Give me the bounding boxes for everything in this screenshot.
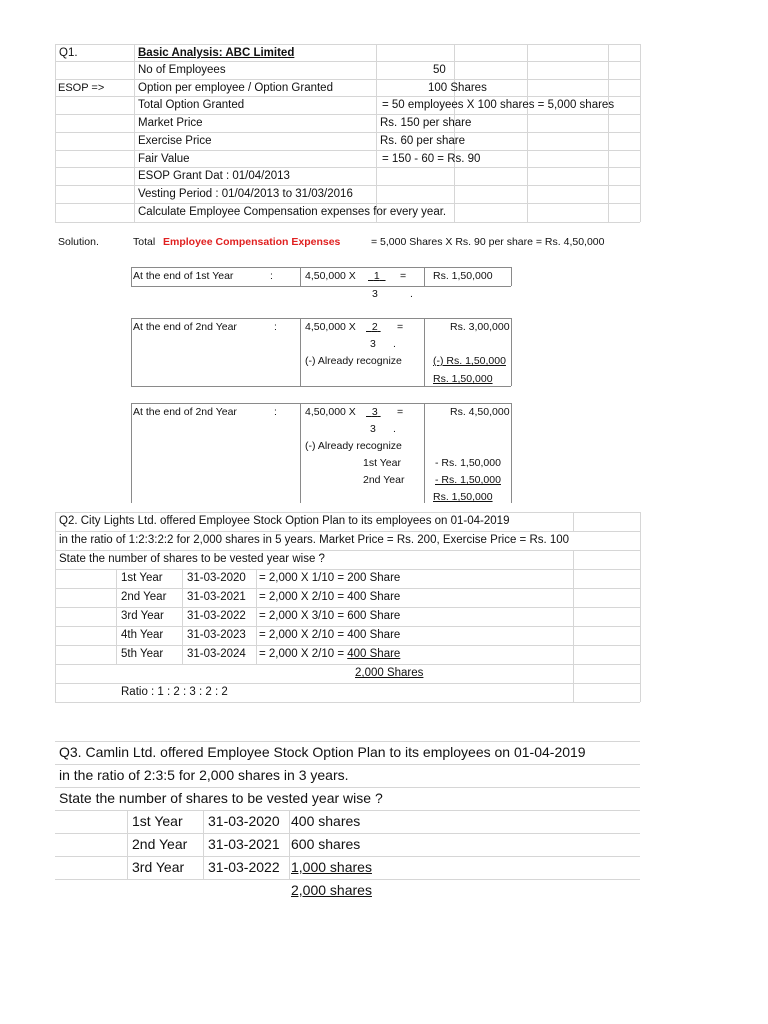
- q2-line3: State the number of shares to be vested year wise ?: [59, 553, 325, 565]
- q1-row-label: Option per employee / Option Granted: [138, 82, 333, 94]
- q2-ratio: Ratio : 1 : 2 : 3 : 2 : 2: [121, 686, 228, 698]
- year2-result: Rs. 3,00,000: [450, 321, 510, 333]
- q2-row-date: 31-03-2020: [187, 572, 246, 584]
- year3-less-label: (-) Already recognize: [305, 440, 402, 452]
- year3-result: Rs. 4,50,000: [450, 406, 510, 418]
- year2-num: [366, 322, 381, 333]
- year3-y2-value: - Rs. 1,50,000: [435, 474, 501, 486]
- q1-row-value: 50: [433, 64, 446, 76]
- year2-num-value: 2: [371, 321, 378, 333]
- year2-calc: 4,50,000 X: [305, 321, 356, 333]
- year1-eq: =: [400, 270, 407, 282]
- q3-row-date: 31-03-2022: [208, 859, 280, 875]
- q2-row-year: 4th Year: [121, 629, 164, 641]
- year3-y1-value: - Rs. 1,50,000: [435, 457, 501, 469]
- q1-title: Basic Analysis: ABC Limited: [138, 47, 295, 59]
- q2-row-calc: [259, 649, 400, 661]
- year2-eq: =: [397, 321, 404, 333]
- year1-colon: :: [270, 270, 273, 282]
- year3-dot: .: [393, 423, 396, 435]
- q2-row-date: 31-03-2024: [187, 648, 246, 660]
- solution-label: Solution.: [58, 236, 99, 248]
- total-value: = 5,000 Shares X Rs. 90 per share = Rs. 4,50,000: [371, 236, 605, 248]
- q2-row-year: 1st Year: [121, 572, 163, 584]
- year3-num-value: 3: [371, 406, 378, 418]
- q3-line1: Q3. Camlin Ltd. offered Employee Stock Option Plan to its employees on 01-04-2019: [59, 744, 586, 760]
- year3-calc: 4,50,000 X: [305, 406, 356, 418]
- q2-line2: in the ratio of 1:2:3:2:2 for 2,000 shares in 5 years. Market Price = Rs. 200, Exercise Price = Rs. 100: [59, 534, 570, 546]
- year2-less-value: (-) Rs. 1,50,000: [433, 355, 506, 367]
- q2-row-calc: = 2,000 X 2/10 = 400 Share: [259, 591, 401, 603]
- q2-row-date: 31-03-2023: [187, 629, 246, 641]
- q3-row-date: 31-03-2021: [208, 836, 280, 852]
- q2-total: 2,000 Shares: [355, 667, 424, 679]
- vesting-period: Vesting Period : 01/04/2013 to 31/03/2016: [138, 188, 353, 200]
- q1-row-label: Fair Value: [138, 153, 190, 165]
- q1-row-value: = 50 employees X 100 shares = 5,000 shares: [382, 99, 615, 111]
- year2-label: At the end of 2nd Year: [133, 321, 237, 333]
- q2-row-calc-underlined: 400 Share: [347, 648, 401, 660]
- q2-row-calc: = 2,000 X 2/10 = 400 Share: [259, 629, 401, 641]
- year2-den: 3: [370, 338, 376, 350]
- year1-num: [368, 271, 386, 282]
- q3-total: 2,000 shares: [291, 882, 372, 898]
- year1-result: Rs. 1,50,000: [433, 270, 493, 282]
- q1-row-label: No of Employees: [138, 64, 226, 76]
- q1-row-value: 100 Shares: [428, 82, 487, 94]
- year2-dot: .: [393, 338, 396, 350]
- year1-dot: .: [410, 288, 413, 300]
- year3-num: [366, 407, 381, 418]
- q1-row-value: Rs. 150 per share: [380, 117, 472, 129]
- year2-colon: :: [274, 321, 277, 333]
- q2-row-year: 3rd Year: [121, 610, 164, 622]
- year1-num-value: 1: [373, 270, 380, 282]
- year3-label: At the end of 2nd Year: [133, 406, 237, 418]
- total-highlight: Employee Compensation Expenses: [163, 236, 341, 248]
- year3-y1-label: 1st Year: [363, 457, 401, 469]
- q2-row-calc: = 2,000 X 3/10 = 600 Share: [259, 610, 401, 622]
- q1-row-value: = 150 - 60 = Rs. 90: [382, 153, 481, 165]
- q3-row-shares: 1,000 shares: [291, 859, 372, 875]
- q3-row-year: 2nd Year: [132, 836, 188, 852]
- q2-row-date: 31-03-2022: [187, 610, 246, 622]
- q3-row-shares: 400 shares: [291, 813, 361, 829]
- q1-row-value: Rs. 60 per share: [380, 135, 466, 147]
- q1-row-label: Total Option Granted: [138, 99, 245, 111]
- q2-row-calc-prefix: = 2,000 X 2/10 =: [259, 648, 348, 660]
- q2-row-year: 2nd Year: [121, 591, 167, 603]
- q3-line2: in the ratio of 2:3:5 for 2,000 shares in 3 years.: [59, 767, 349, 783]
- q1-question: Calculate Employee Compensation expenses for every year.: [138, 206, 447, 218]
- total-prefix: Total: [133, 236, 156, 248]
- grant-date: ESOP Grant Dat : 01/04/2013: [138, 170, 290, 182]
- q1-label: Q1.: [59, 47, 78, 59]
- q3-line3: State the number of shares to be vested year wise ?: [59, 790, 383, 806]
- year1-label: At the end of 1st Year: [133, 270, 234, 282]
- year3-eq: =: [397, 406, 404, 418]
- year1-den: 3: [372, 288, 378, 300]
- q1-row-label: Market Price: [138, 117, 203, 129]
- year1-calc: 4,50,000 X: [305, 270, 356, 282]
- q2-row-date: 31-03-2021: [187, 591, 246, 603]
- q1-row-label: Exercise Price: [138, 135, 212, 147]
- q3-row-shares: 600 shares: [291, 836, 361, 852]
- year3-y2-label: 2nd Year: [363, 474, 405, 486]
- year2-less-label: (-) Already recognize: [305, 355, 402, 367]
- year2-net: Rs. 1,50,000: [433, 373, 493, 385]
- year3-colon: :: [274, 406, 277, 418]
- q3-row-year: 3rd Year: [132, 859, 185, 875]
- year3-net: Rs. 1,50,000: [433, 491, 493, 503]
- esop-label: ESOP =>: [58, 82, 105, 94]
- q2-line1: Q2. City Lights Ltd. offered Employee Stock Option Plan to its employees on 01-04-2019: [59, 515, 510, 527]
- q3-row-date: 31-03-2020: [208, 813, 280, 829]
- q2-row-year: 5th Year: [121, 648, 164, 660]
- q2-row-calc: = 2,000 X 1/10 = 200 Share: [259, 572, 401, 584]
- year3-den: 3: [370, 423, 376, 435]
- q3-row-year: 1st Year: [132, 813, 183, 829]
